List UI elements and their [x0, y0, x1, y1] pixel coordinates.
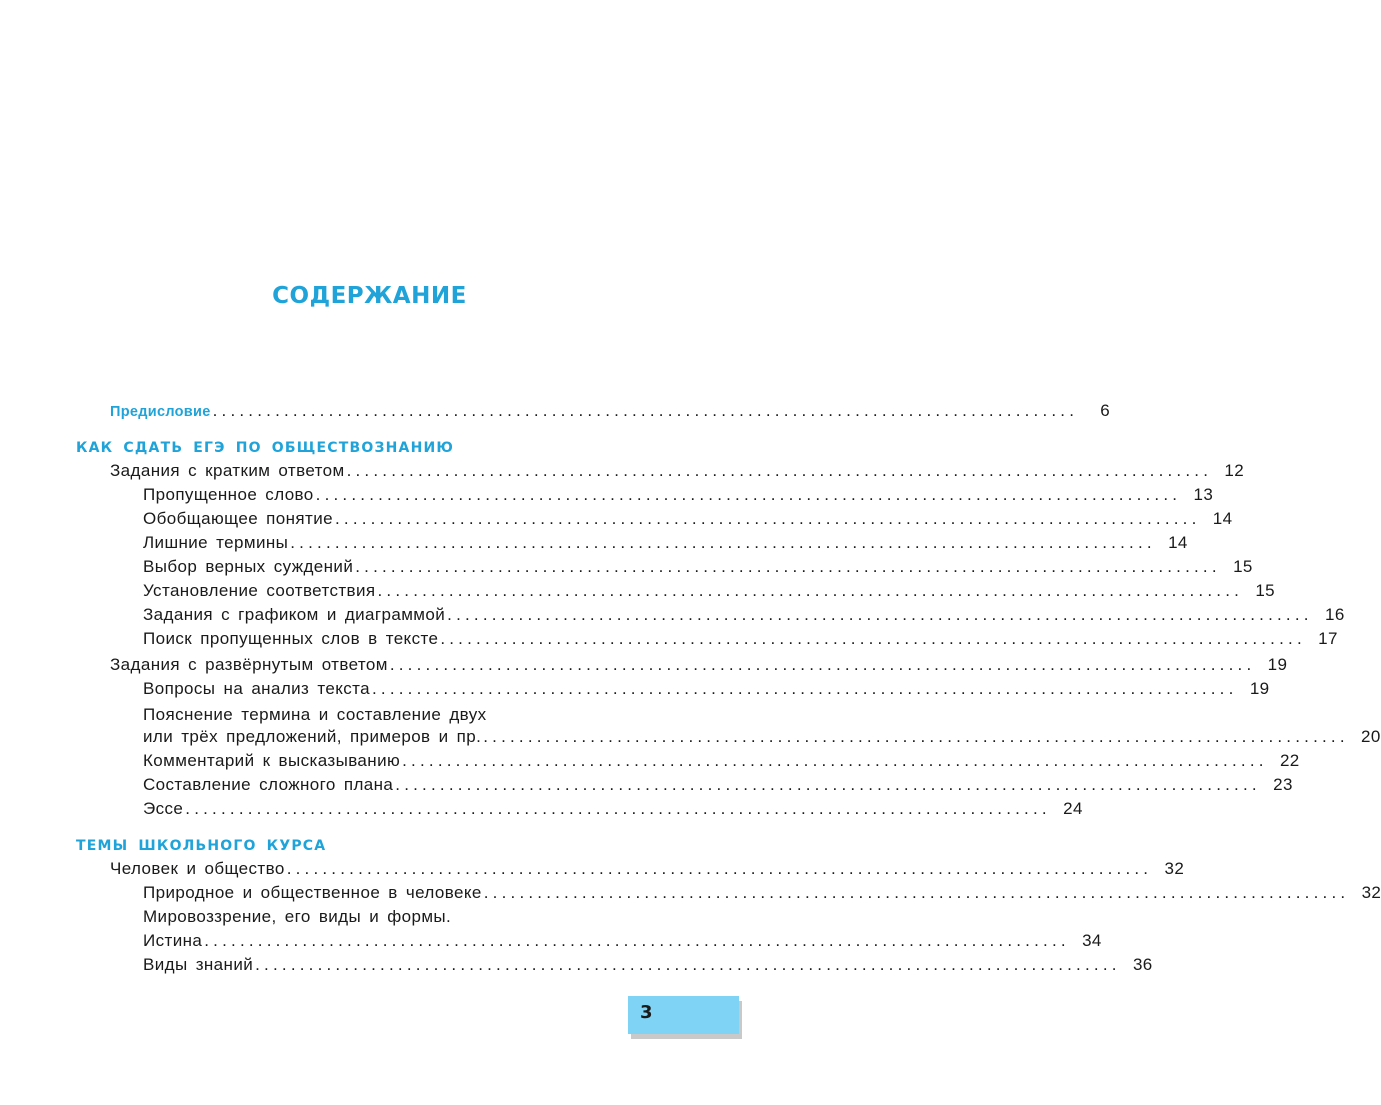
- toc-entry-label: Предисловие: [110, 404, 211, 420]
- toc-entry-page: 32: [1361, 883, 1381, 902]
- toc-entry[interactable]: [143, 484, 1214, 506]
- toc-entry-page: 19: [1267, 655, 1288, 674]
- toc-entry-page: 34: [1082, 931, 1102, 950]
- toc-entry[interactable]: [143, 882, 1381, 904]
- toc-entry-label: Установление соответствия: [143, 581, 376, 600]
- toc-entry[interactable]: [143, 508, 1233, 530]
- dot-leader: .................................................................................................: [447, 605, 1313, 624]
- toc-entry[interactable]: [143, 628, 1338, 650]
- dot-leader: .................................................................................................: [377, 581, 1244, 600]
- page-title: СОДЕРЖАНИЕ: [272, 283, 467, 309]
- section-heading: ТЕМЫ ШКОЛЬНОГО КУРСА: [76, 838, 327, 854]
- toc-entry-label: Составление сложного плана: [143, 775, 394, 794]
- toc-entry-label: Задания с кратким ответом: [110, 461, 345, 480]
- dot-leader: .................................................................................................: [483, 883, 1350, 902]
- toc-entry-label-line1: Пояснение термина и составление двух: [143, 705, 487, 724]
- dot-leader: .................................................................................................: [334, 509, 1201, 528]
- toc-entry-label: Виды знаний: [143, 955, 254, 974]
- toc-entry-label-line1: Мировоззрение, его виды и формы.: [143, 907, 452, 926]
- toc-entry[interactable]: [143, 774, 1293, 796]
- toc-entry-page: 16: [1324, 605, 1345, 624]
- toc-entry-label: Выбор верных суждений: [143, 557, 354, 576]
- dot-leader: .................................................................................................: [402, 751, 1268, 770]
- dot-leader: .................................................................................................: [346, 461, 1213, 480]
- toc-entry[interactable]: [110, 858, 1185, 880]
- dot-leader: .................................................................................................: [290, 533, 1156, 552]
- toc-entry-page: 23: [1273, 775, 1293, 794]
- toc-entry-page: 15: [1233, 557, 1253, 576]
- toc-entry-label: Вопросы на анализ текста: [143, 679, 370, 698]
- toc-entry-page: 15: [1255, 581, 1276, 600]
- toc-entry-page: 6: [1100, 401, 1111, 420]
- toc-entry-page: 12: [1224, 461, 1245, 480]
- toc-entry-page: 14: [1168, 533, 1188, 552]
- toc-entry[interactable]: [143, 580, 1276, 602]
- toc-entry-label: Задания с развёрнутым ответом: [110, 655, 388, 674]
- toc-entry-page: 13: [1193, 485, 1214, 504]
- toc-entry-page: 19: [1249, 679, 1270, 698]
- toc-entry-label: Пропущенное слово: [143, 485, 314, 504]
- dot-leader: .................................................................................................: [212, 401, 1079, 420]
- toc-entry[interactable]: [110, 654, 1288, 676]
- dot-leader: .................................................................................................: [315, 485, 1182, 504]
- toc-entry-label: Поиск пропущенных слов в тексте: [143, 629, 439, 648]
- dot-leader: .................................................................................................: [389, 655, 1256, 674]
- dot-leader: .................................................................................................: [483, 727, 1349, 746]
- toc-entry-page: 24: [1063, 799, 1083, 818]
- toc-entry-label: Эссе: [143, 799, 184, 818]
- toc-entry-label: или трёх предложений, примеров и пр.: [143, 727, 482, 746]
- dot-leader: .................................................................................................: [255, 955, 1121, 974]
- dot-leader: .................................................................................................: [286, 859, 1153, 878]
- toc-entry-label: Истина: [143, 931, 203, 950]
- toc-entry[interactable]: [143, 726, 1381, 748]
- toc-entry-page: 36: [1132, 955, 1153, 974]
- toc-entry-label: Задания с графиком и диаграммой: [143, 605, 446, 624]
- toc-entry-label: Природное и общественное в человеке: [143, 883, 482, 902]
- dot-leader: .................................................................................................: [440, 629, 1306, 648]
- section-heading: КАК СДАТЬ ЕГЭ ПО ОБЩЕСТВОЗНАНИЮ: [76, 440, 455, 456]
- toc-entry[interactable]: [110, 460, 1245, 482]
- toc-entry[interactable]: [143, 750, 1300, 772]
- toc-entry-label: Лишние термины: [143, 533, 289, 552]
- toc-entry[interactable]: [143, 930, 1102, 952]
- toc-entry-label: Человек и общество: [110, 859, 285, 878]
- dot-leader: .................................................................................................: [185, 799, 1051, 818]
- dot-leader: .................................................................................................: [371, 679, 1238, 698]
- toc-entry-label: Обобщающее понятие: [143, 509, 333, 528]
- toc-entry-page: 22: [1279, 751, 1300, 770]
- toc-entry[interactable]: [143, 798, 1083, 820]
- toc-entry-page: 32: [1164, 859, 1185, 878]
- toc-entry[interactable]: [143, 604, 1345, 626]
- toc-entry[interactable]: [143, 556, 1253, 578]
- page-number-tab: [628, 996, 739, 1034]
- toc-entry[interactable]: [143, 954, 1153, 976]
- toc-entry-page: 17: [1318, 629, 1338, 648]
- page-number: 3: [640, 1002, 653, 1023]
- toc-entry-preface[interactable]: [110, 400, 1111, 423]
- dot-leader: .................................................................................................: [355, 557, 1221, 576]
- dot-leader: .................................................................................................: [204, 931, 1070, 950]
- toc-entry[interactable]: [143, 678, 1270, 700]
- toc-entry-page: 20: [1361, 727, 1381, 746]
- toc-entry-page: 14: [1212, 509, 1233, 528]
- dot-leader: .................................................................................................: [395, 775, 1261, 794]
- toc-entry-label: Комментарий к высказыванию: [143, 751, 401, 770]
- toc-entry[interactable]: [143, 532, 1188, 554]
